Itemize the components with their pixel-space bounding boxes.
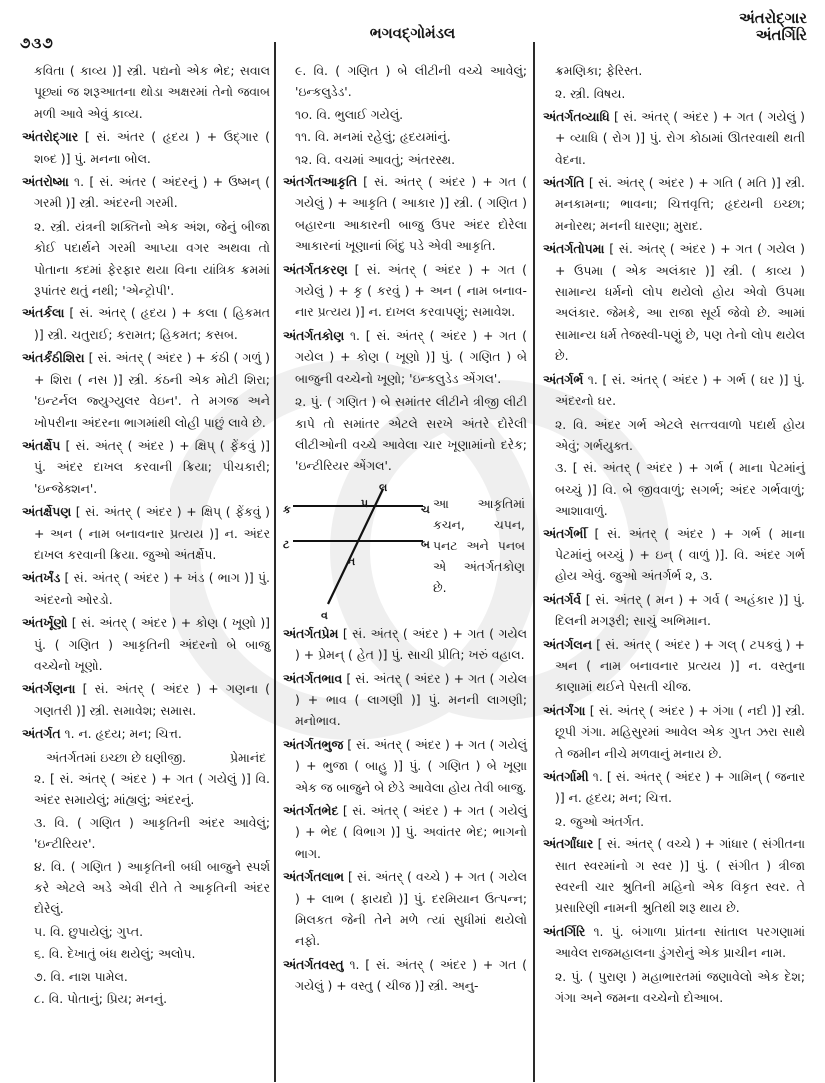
definition: [ સં. અંતર્ ( વચ્ચે ) + ગત ( ગયેલ ) + લાભ ( ફાયદો )] પું. દરમિયાન ઉત્પન્ન; મિલકત જેની તેને મળે ત્યાં સુધીમાં થયેલો નફો. bbox=[295, 869, 527, 949]
column-3 bbox=[543, 60, 805, 1073]
sub-sense: ૪. વિ. ( ગણિત ) આકૃતિની બધી બાજુને સ્પર્શ કરે એટલે અડે એવી રીતે તે આકૃતિની અંદર દોરેલું. bbox=[34, 858, 270, 917]
headword: અંતર્ગિરિ bbox=[543, 923, 586, 939]
column-divider bbox=[274, 42, 276, 1082]
quotation-source: પ્રેમાનંદ bbox=[230, 749, 266, 765]
diagram-label-upper-left: ક bbox=[283, 502, 291, 516]
diagram-label-upper-right: ચ bbox=[421, 502, 430, 516]
sub-sense: ૫. વિ. છુપાયેલું; ગુપ્ત. bbox=[34, 923, 144, 939]
headword: અંતર્ગતઆકૃતિ bbox=[283, 174, 358, 190]
parallel-lines-transversal-diagram bbox=[283, 479, 433, 619]
headword: અંતર્ગતકોણ bbox=[283, 327, 345, 343]
dictionary-entry bbox=[283, 171, 527, 257]
quotation bbox=[22, 747, 270, 768]
definition: ૧. [ સં. અંતર્ ( અંદર ) + ગત ( ગયેલું ) + વસ્તુ ( ચીજ )] સ્ત્રી. અનુ- bbox=[295, 956, 527, 994]
headword: અંતર્કંઠીશિરા bbox=[22, 350, 85, 366]
definition: [ સં. અંતર્ ( અંદર ) + ક્ષિપ્ ( ફેંકવું ) + અન ( નામ બનાવનાર પ્રત્યય )] ન. અંદર દાખલ કરવાની ક્રિયા. જુઓ અંતર્ક્ષેપ. bbox=[34, 504, 270, 562]
sub-sense: ૨. સ્ત્રી. યંત્રની શક્તિનો એક અંશ, જેનું બીજા કોઈ પદાર્થને ગરમી આપ્યા વગર અથવા તો પોતાના કદમાં ફેરફાર થયા વિના યાંત્રિક ક્રમમાં રૂપાંતર થતું નથી; 'એન્ટ્રોપી'. bbox=[34, 218, 270, 299]
sub-sense: ૩. [ સં. અંતર્ ( અંદર ) + ગર્ભ ( માના પેટમાંનું બચ્ચું )] વિ. બે જીવવાળું; સગર્ભ; અંદર ગર્ભવાળું; આશાવાળું. bbox=[555, 460, 805, 519]
definition: [ સં. અંતર્ ( અંદર ) + ગંગા ( નદી )] સ્ત્રી. છૂપી ગંગા. મહિસુરમાં આવેલ એક ગુપ્ત ઝરા સાથે તે જમીન નીચે મળવાનું મનાય છે. bbox=[555, 702, 805, 761]
dictionary-entry bbox=[543, 523, 805, 587]
dictionary-entry bbox=[543, 921, 805, 964]
headword: અંતરોદ્ગાર bbox=[22, 129, 79, 145]
definition: [ સં. અંતર્ ( અંદર ) + ગત ( ગયેલું ) + આકૃતિ ( આકાર )] સ્ત્રી. ( ગણિત ) બહારના આકારની બાજુ ઉપર અંદર દોરેલા આકારનાં ખૂણાનાં બિંદુ પડે એવી આકૃતિ. bbox=[295, 174, 527, 254]
column-1 bbox=[22, 60, 270, 1073]
sub-sense: ૯. વિ. ( ગણિત ) બે લીટીની વચ્ચે આવેલું; 'ઇન્કલુડેડ'. bbox=[295, 63, 527, 100]
sub-sense: ૨. પું. ( પુરાણ ) મહાભારતમાં જણાવેલો એક દેશ; ગંગા અને જમના વચ્ચેનો દોઆબ. bbox=[555, 968, 805, 1006]
sub-sense: ૧૨. વિ. વચમાં આવતું; અંતરસ્થ. bbox=[295, 151, 456, 167]
definition: ૧. [ સં. અંતર્ ( અંદર ) + ગર્ભ ( ઘર )] પું. અંદરનો ઘર. bbox=[555, 371, 805, 409]
dictionary-entry bbox=[22, 171, 270, 214]
headword: અંતર્ગામી bbox=[543, 769, 589, 784]
dictionary-entry bbox=[543, 833, 805, 919]
definition: [ સં. અંતર્ ( અંદર ) + ગત ( ગયેલું ) + ભેદ ( વિભાગ )] પું. અવાંતર ભેદ; ભાગનો ભાગ. bbox=[295, 802, 527, 861]
headword: અંતર્ખૂણો bbox=[22, 615, 68, 631]
angle-diagram bbox=[283, 479, 527, 622]
definition: [ સં. અંતર્ ( અંદર ) + કંઠી ( ગળું ) + શિરા ( નસ )] સ્ત્રી. કંઠની એક મોટી શિરા; 'ઇન્ટર્નલ જ્યુગ્યુલર વેઇન'. તે મગજ અને ખોપરીના અંદરના ભાગમાંથી લોહી પાછું લાવે છે. bbox=[34, 350, 270, 430]
dictionary-entry bbox=[543, 106, 805, 170]
dictionary-entry bbox=[543, 172, 805, 236]
running-title: ભગવદ્ગોમંડલ bbox=[369, 24, 456, 42]
headword: અંતર્ક્ષેપ bbox=[22, 437, 61, 453]
dictionary-entry bbox=[22, 302, 270, 345]
page-number: ૭૩૭ bbox=[20, 34, 54, 52]
headword: અંતર્ગતભુજ bbox=[283, 736, 344, 752]
definition: [ સં. અંતર્ ( અંદર ) + ગલ્ ( ટપકવું ) + અન ( નામ બનાવનાર પ્રત્યય )] ન. વસ્તુના કાણામાં થઈને પેસતી ચીજ. bbox=[555, 636, 805, 695]
diagram-label-lower-left: ટ bbox=[283, 537, 290, 551]
sub-sense: ૧૦. વિ. ભુલાઈ ગયેલું. bbox=[295, 106, 404, 122]
dictionary-entry bbox=[22, 435, 270, 499]
dictionary-entry bbox=[22, 126, 270, 169]
definition: [ સં. અંતર્ ( અંદર ) + ગત ( ગયેલ ) + પ્રેમન્ ( હેત )] પું. સાચી પ્રીતિ; ખરું વહાલ. bbox=[295, 625, 527, 663]
headword: અંતર્ગતોપમા bbox=[543, 241, 605, 257]
guide-words bbox=[739, 10, 807, 44]
definition: [ સં. અંતર ( હૃદય ) + ઉદ્ગાર ( શબ્દ )] પું. મનના બોલ. bbox=[34, 129, 270, 166]
dictionary-entry bbox=[283, 800, 527, 864]
dictionary-entry bbox=[543, 766, 805, 809]
headword: અંતર્ક્ષેપણ bbox=[22, 504, 72, 520]
headword: અંતર્ગત bbox=[22, 726, 61, 742]
definition: [ સં. અંતર્ ( અંદર ) + ગત ( ગયેલું ) + કૃ ( કરવું ) + અન ( નામ બનાવ-નાર પ્રત્યય )] ન. દાખલ કરવાપણું; સમાવેશ. bbox=[295, 261, 527, 320]
headword: અંતર્ગતલાભ bbox=[283, 869, 344, 885]
headword: અંતર્ગણના bbox=[22, 681, 76, 697]
definition: [ સં. અંતર્ ( અંદર ) + ખંડ ( ભાગ )] પું. અંદરનો ઓરડો. bbox=[34, 570, 270, 607]
dictionary-entry bbox=[543, 634, 805, 698]
headword: અંતર્ખંડ bbox=[22, 570, 61, 586]
continued-definition: કવિતા ( કાવ્ય )] સ્ત્રી. પદ્યનો એક ભેદ; સવાલ પૂછ્યાં જ શરૂઆતના થોડા અક્ષરમાં તેનો જવાબ મળી આવે એવું કાવ્ય. bbox=[34, 63, 270, 121]
headword: અંતર્ગંગા bbox=[543, 702, 586, 718]
headword: અંતર્કલા bbox=[22, 305, 65, 321]
guide-word-first: અંતરોદ્ગાર bbox=[738, 9, 807, 27]
dictionary-entry bbox=[22, 347, 270, 433]
headword: અંતર્ગર્ભ bbox=[543, 371, 584, 387]
headword: અંતર્ગતભાવ bbox=[283, 670, 343, 686]
definition: ૧. [ સં. અંતર ( અંદરનું ) + ઉષ્મન્ ( ગરમી )] સ્ત્રી. અંદરની ગરમી. bbox=[34, 174, 270, 211]
definition: [ સં. અંતર્ ( અંદર ) + ગર્ભ ( માના પેટમાંનું બચ્ચું ) + ઇન્ ( વાળું )]. વિ. અંદર ગર્ભ હોય એવું. જુઓ અંતર્ગર્ભ ૨, ૩. bbox=[555, 525, 805, 584]
definition: ૧. [ સં. અંતર્ ( અંદર ) + ગત ( ગયેલ ) + કોણ ( ખૂણો )] પું. ( ગણિત ) બે બાજુની વચ્ચેનો ખૂણો; 'ઇન્કલુડેડ એંગલ'. bbox=[295, 327, 527, 386]
page-header bbox=[0, 0, 825, 60]
dictionary-entry bbox=[543, 589, 805, 632]
diagram-label-lower-right: બ bbox=[421, 537, 430, 551]
dictionary-entry bbox=[22, 567, 270, 610]
dictionary-entry bbox=[543, 238, 805, 366]
headword: અંતર્ગતકરણ bbox=[283, 261, 348, 277]
definition: [ સં. અંતર્ ( વચ્ચે ) + ગાંધાર ( સંગીતના સાત સ્વરમાંનો ગ સ્વર )] પું. ( સંગીત ) ત્રીજા સ્વરની ચાર શ્રુતિની મહિનો એક વિકૃત સ્વર. તે પ્રસારિણી નામની શ્રુતિથી શરૂ થાય છે. bbox=[555, 836, 805, 916]
definition: [ સં. અંતર્ ( અંદર ) + ગત ( ગયેલું ) + વ્યાધિ ( રોગ )] પું. રોગ કોઠામાં ઊતરવાથી થતી વેદના. bbox=[555, 108, 805, 167]
dictionary-entry bbox=[283, 623, 527, 666]
diagram-label-upper-mid: પ bbox=[361, 496, 369, 510]
sub-sense: ૨. [ સં. અંતર્ ( અંદર ) + ગત ( ગયેલું )] વિ. અંદર સમાયેલું; માંહ્યલું; અંદરનું. bbox=[34, 771, 270, 808]
headword: અંતર્ગતપ્રેમ bbox=[283, 625, 339, 641]
diagram-label-top: લ bbox=[379, 480, 388, 494]
quotation-text: અંતર્ગતમાં ઇચ્છા છે ઘણીજી. bbox=[46, 749, 187, 765]
dictionary-entry bbox=[22, 501, 270, 565]
definition: [ સં. અંતર્ ( અંદર ) + ગત ( ગયેલ ) + ઉપમા ( એક અલંકાર )] સ્ત્રી. ( કાવ્ય ) સામાન્ય ધર્મનો લોપ થયેલો હોય એવો ઉપમા અલંકાર. જેમકે, આ રાજા સૂર્ય જેવો છે. આમાં સામાન્ય ધર્મ તેજસ્વી-પણું છે, પણ તેનો લોપ થયેલ છે. bbox=[555, 241, 805, 364]
dictionary-entry bbox=[22, 678, 270, 721]
headword: અંતર્ગતવ્યાધિ bbox=[543, 108, 610, 124]
headword: અંતર્ગતભેદ bbox=[283, 802, 339, 818]
definition: [ સં. અંતર્ ( અંદર ) + ગતિ ( મતિ )] સ્ત્રી. મનકામના; ભાવના; ચિત્તવૃત્તિ; હૃદયની ઇચ્છા; મનોરથ; મનની ધારણા; મુરાદ. bbox=[555, 175, 805, 233]
sub-sense: ૨. પું. ( ગણિત ) બે સમાંતર લીટીને ત્રીજી લીટી કાપે તો સમાંતર એટલે સરખે અંતરે દોરેલી લીટીઓની વચ્ચે આવેલા ચાર ખૂણામાંનો દરેક; 'ઇન્ટીરિયર એંગલ'. bbox=[295, 394, 527, 474]
column-2 bbox=[283, 60, 527, 1073]
definition: ૧. પું. બંગાળા પ્રાંતના સાંતાલ પરગણામાં આવેલ રાજમહાલના ડુંગરોનું એક પ્રાચીન નામ. bbox=[555, 923, 805, 961]
definition: ૧. [ સં. અંતર્ ( અંદર ) + ગામિન્ ( જનાર )] ન. હૃદય; મન; ચિત્ત. bbox=[555, 769, 805, 806]
definition: [ સં. અંતર્ ( હૃદય ) + કલા ( હિકમત )] સ્ત્રી. ચતુરાઈ; કરામત; હિકમત; કસબ. bbox=[34, 305, 270, 342]
definition: ૧. ન. હૃદય; મન; ચિત્ત. bbox=[60, 726, 182, 742]
dictionary-entry bbox=[543, 700, 805, 764]
headword: અંતરોષ્મા bbox=[22, 174, 69, 190]
sub-sense: ૧૧. વિ. મનમાં રહેલું; હૃદયમાંનું. bbox=[295, 129, 451, 145]
sub-sense: ૬. વિ. દેખાતું બંધ થયેલું; અલોપ. bbox=[34, 946, 196, 962]
definition: [ સં. અંતર્ ( અંદર ) + ગત ( ગયેલું ) + ભુજા ( બાહુ )] પું. ( ગણિત ) બે ખૂણા એક જ બાજુને બે છેડે આવેલા હોય તેવી બાજુ. bbox=[295, 736, 527, 795]
headword: અંતર્ગાંધાર bbox=[543, 836, 594, 852]
sub-sense: ૩. વિ. ( ગણિત ) આકૃતિની અંદર આવેલું; 'ઇન્ટીરિયર'. bbox=[34, 814, 270, 852]
headword: અંતર્ગલન bbox=[543, 636, 592, 652]
dictionary-entry bbox=[283, 668, 527, 732]
dictionary-entry bbox=[543, 369, 805, 412]
guide-word-last: અંતર્ગિરિ bbox=[755, 26, 807, 44]
headword: અંતર્ગર્વ bbox=[543, 591, 582, 607]
diagram-caption: આ આકૃતિમાં કચન, ચપન, પનટ અને પનબ એ અંતર્ગતકોણ છે. bbox=[433, 495, 525, 595]
continued-definition: ક્રમણિકા; ફેરિસ્ત. bbox=[555, 63, 643, 78]
definition: [ સં. અંતર્ ( અંદર ) + ગણના ( ગણતરી )] સ્ત્રી. સમાવેશ; સમાસ. bbox=[34, 681, 270, 718]
column-divider bbox=[533, 42, 535, 1082]
diagram-label-bottom: વ bbox=[321, 608, 328, 622]
headword: અંતર્ગતવસ્તુ bbox=[283, 956, 344, 972]
dictionary-entry bbox=[283, 866, 527, 952]
dictionary-entry bbox=[22, 723, 270, 744]
dictionary-entry bbox=[283, 259, 527, 323]
headword: અંતર્ગર્ભી bbox=[543, 525, 587, 541]
dictionary-entry bbox=[22, 612, 270, 676]
sub-sense: ૮. વિ. પોતાનું; પ્રિય; મનનું. bbox=[34, 991, 168, 1007]
definition: [ સં. અંતર્ ( અંદર ) + ક્ષિપ્ ( ફેંકવું )] પું. અંદર દાખલ કરવાની ક્રિયા; પીચકારી; 'ઇન્જેક્શન'. bbox=[34, 437, 270, 496]
sub-sense: ૨. વિ. અંદર ગર્ભ એટલે સત્ત્વવાળો પદાર્થ હોય એવું; ગર્ભયુક્ત. bbox=[555, 416, 805, 453]
headword: અંતર્ગતિ bbox=[543, 175, 585, 191]
sub-sense: ૨. સ્ત્રી. વિષય. bbox=[555, 86, 626, 102]
sub-sense: ૨. જુઓ અંતર્ગત. bbox=[555, 813, 645, 829]
dictionary-entry bbox=[283, 954, 527, 997]
dictionary-entry bbox=[283, 325, 527, 389]
diagram-label-lower-mid: ન bbox=[347, 554, 356, 568]
definition: [ સં. અંતર્ ( અંદર ) + ગત ( ગયેલ ) + ભાવ ( લાગણી )] પું. મનની લાગણી; મનોભાવ. bbox=[295, 670, 527, 729]
definition: [ સં. અંતર્ ( અંદર ) + કોણ ( ખૂણો )] પું. ( ગણિત ) આકૃતિની અંદરનો બે બાજુ વચ્ચેનો ખૂણો. bbox=[34, 615, 270, 673]
sub-sense: ૭. વિ. નાશ પામેલ. bbox=[34, 968, 128, 984]
definition: [ સં. અંતર્ ( મન ) + ગર્વ ( અહંકાર )] પું. દિલની મગરૂરી; સાચું અભિમાન. bbox=[555, 591, 805, 629]
dictionary-entry bbox=[283, 734, 527, 798]
